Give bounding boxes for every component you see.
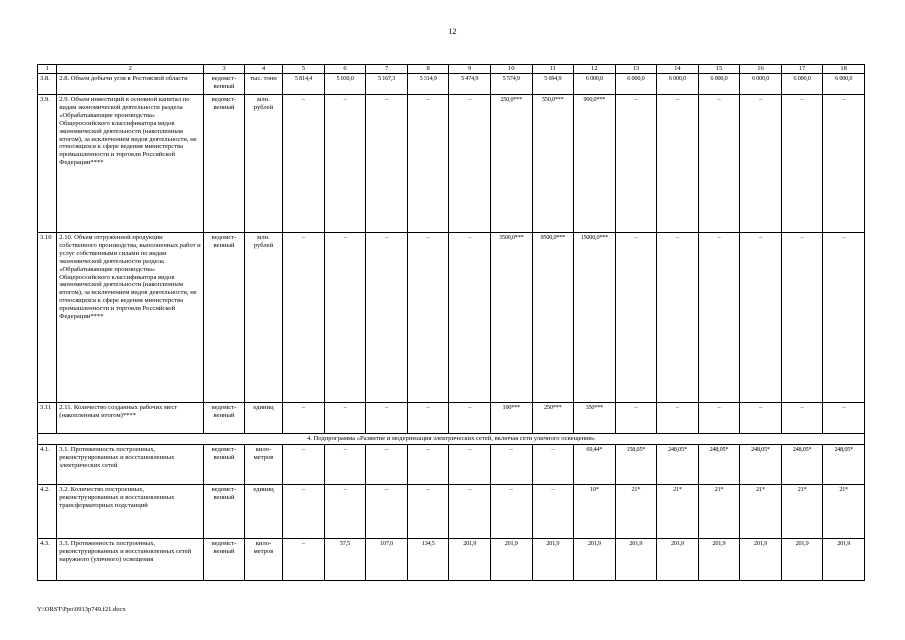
unit-of-measure: кило-метров: [244, 444, 283, 484]
data-source: ведомст-венный: [204, 95, 245, 233]
column-header-row: [38, 65, 865, 74]
value-cell: –: [366, 95, 408, 233]
row-number: 3.8.: [38, 74, 57, 95]
value-cell: 15000,0***: [574, 233, 616, 403]
value-cell: 6 000,0: [657, 74, 699, 95]
column-header: 18: [823, 65, 865, 74]
value-cell: –: [490, 484, 532, 538]
value-cell: 6 000,0: [698, 74, 740, 95]
value-cell: 201,9: [740, 538, 782, 580]
value-cell: –: [449, 403, 491, 434]
table-row: [38, 95, 865, 233]
value-cell: –: [698, 95, 740, 233]
value-cell: 21*: [740, 484, 782, 538]
table-row: [38, 484, 865, 538]
indicators-table: [37, 64, 865, 581]
row-number: 3.9.: [38, 95, 57, 233]
table-row: [38, 444, 865, 484]
value-cell: 21*: [698, 484, 740, 538]
value-cell: 6 000,0: [615, 74, 657, 95]
value-cell: 201,9: [615, 538, 657, 580]
value-cell: –: [615, 233, 657, 403]
row-number: 4.2.: [38, 484, 57, 538]
row-number: 4.1.: [38, 444, 57, 484]
value-cell: 350***: [574, 403, 616, 434]
value-cell: –: [823, 403, 865, 434]
value-cell: –: [615, 403, 657, 434]
value-cell: 10*: [574, 484, 616, 538]
value-cell: 5 814,4: [283, 74, 325, 95]
value-cell: –: [490, 444, 532, 484]
column-header: 16: [740, 65, 782, 74]
value-cell: –: [449, 484, 491, 538]
column-header: 8: [407, 65, 449, 74]
value-cell: –: [324, 233, 366, 403]
value-cell: 5 474,9: [449, 74, 491, 95]
value-cell: –: [781, 403, 823, 434]
value-cell: –: [532, 444, 574, 484]
column-header: 14: [657, 65, 699, 74]
indicator-name: 2.10. Объем отгруженной продукции собственного производства, выполненных работ и услуг собственными силами по видам экономической деятельности раздела «Обрабатывающие производства» Общероссийского классификатора видов экономической деятельности (накопленным итогом), за исключением видов деятельности, не относящихся к сфере ведения министерства промышленности и торговли Российской Федерации****: [57, 233, 204, 403]
value-cell: 201,9: [698, 538, 740, 580]
value-cell: 201,9: [449, 538, 491, 580]
value-cell: 134,5: [407, 538, 449, 580]
value-cell: 250***: [532, 403, 574, 434]
column-header: 17: [781, 65, 823, 74]
value-cell: 5 574,9: [490, 74, 532, 95]
row-number: 4.3.: [38, 538, 57, 580]
column-header: 15: [698, 65, 740, 74]
value-cell: 6 000,0: [740, 74, 782, 95]
value-cell: 5 694,9: [532, 74, 574, 95]
value-cell: –: [449, 444, 491, 484]
value-cell: 201,9: [532, 538, 574, 580]
table-row: [38, 403, 865, 434]
value-cell: 6 000,0: [823, 74, 865, 95]
data-source: ведомст-венный: [204, 74, 245, 95]
value-cell: 250,0***: [490, 95, 532, 233]
table-row: [38, 74, 865, 95]
page-number: 12: [448, 27, 457, 36]
column-header: 12: [574, 65, 616, 74]
value-cell: 158,05*: [615, 444, 657, 484]
column-header: 4: [244, 65, 283, 74]
value-cell: –: [283, 403, 325, 434]
subprogram-title: 4. Подпрограмма «Развитие и модернизация электрических сетей, включая сети уличного освещения»: [38, 434, 865, 445]
value-cell: –: [324, 444, 366, 484]
indicator-name: 2.11. Количество созданных рабочих мест (накопленным итогом)****: [57, 403, 204, 434]
value-cell: 21*: [781, 484, 823, 538]
value-cell: –: [698, 233, 740, 403]
value-cell: –: [823, 95, 865, 233]
column-header: 7: [366, 65, 408, 74]
column-header: 1: [38, 65, 57, 74]
value-cell: –: [407, 233, 449, 403]
row-number: 3.11: [38, 403, 57, 434]
value-cell: –: [366, 403, 408, 434]
data-source: ведомст-венный: [204, 403, 245, 434]
value-cell: –: [324, 403, 366, 434]
value-cell: 248,05*: [823, 444, 865, 484]
value-cell: –: [698, 403, 740, 434]
column-header: 10: [490, 65, 532, 74]
value-cell: 201,9: [490, 538, 532, 580]
value-cell: 5 167,3: [366, 74, 408, 95]
value-cell: –: [283, 538, 325, 580]
value-cell: –: [740, 95, 782, 233]
unit-of-measure: млн. рублей: [244, 233, 283, 403]
value-cell: –: [324, 484, 366, 538]
value-cell: –: [657, 403, 699, 434]
data-source: ведомст-венный: [204, 484, 245, 538]
value-cell: 550,0***: [532, 95, 574, 233]
unit-of-measure: кило-метров: [244, 538, 283, 580]
value-cell: 201,9: [574, 538, 616, 580]
value-cell: –: [657, 95, 699, 233]
row-number: 3.10: [38, 233, 57, 403]
unit-of-measure: единиц: [244, 403, 283, 434]
value-cell: 248,05*: [740, 444, 782, 484]
value-cell: –: [366, 233, 408, 403]
value-cell: –: [283, 233, 325, 403]
value-cell: 248,05*: [781, 444, 823, 484]
value-cell: 5 030,0: [324, 74, 366, 95]
value-cell: 900,0***: [574, 95, 616, 233]
value-cell: 201,9: [823, 538, 865, 580]
value-cell: –: [407, 444, 449, 484]
value-cell: 248,05*: [657, 444, 699, 484]
column-header: 5: [283, 65, 325, 74]
value-cell: –: [366, 444, 408, 484]
indicator-name: 3.2. Количество построенных, реконструированных и восстановленных трансформаторных подстанций: [57, 484, 204, 538]
value-cell: –: [407, 484, 449, 538]
indicator-name: 2.8. Объем добычи угля в Ростовской области: [57, 74, 204, 95]
value-cell: –: [324, 95, 366, 233]
value-cell: –: [532, 484, 574, 538]
indicator-name: 3.1. Протяженность построенных, реконструированных и восстановленных электрических сетей: [57, 444, 204, 484]
data-source: ведомст-венный: [204, 233, 245, 403]
value-cell: –: [449, 233, 491, 403]
value-cell: –: [366, 484, 408, 538]
value-cell: 57,5: [324, 538, 366, 580]
value-cell: –: [449, 95, 491, 233]
file-path-footer: Y:\ORST\Ppo\0913p749.f21.docx: [37, 606, 126, 613]
value-cell: –: [407, 403, 449, 434]
value-cell: 201,9: [657, 538, 699, 580]
unit-of-measure: единиц: [244, 484, 283, 538]
value-cell: –: [740, 233, 782, 403]
value-cell: –: [283, 444, 325, 484]
value-cell: 248,05*: [698, 444, 740, 484]
indicator-name: 2.9. Объем инвестиций в основной капитал по видам экономической деятельности раздела «Обрабатывающие производства» Общероссийского классификатора видов экономической деятельности (накопленным итогом), за исключением видов деятельности, не относящихся к сфере ведения министерства промышленности и торговли Российской Федерации****: [57, 95, 204, 233]
value-cell: –: [283, 95, 325, 233]
column-header: 11: [532, 65, 574, 74]
column-header: 13: [615, 65, 657, 74]
value-cell: 21*: [615, 484, 657, 538]
column-header: 2: [57, 65, 204, 74]
value-cell: –: [781, 95, 823, 233]
column-header: 6: [324, 65, 366, 74]
subprogram-title-row: [38, 434, 865, 445]
table-row: [38, 233, 865, 403]
value-cell: –: [781, 233, 823, 403]
value-cell: 3500,0***: [490, 233, 532, 403]
value-cell: 9500,0***: [532, 233, 574, 403]
column-header: 9: [449, 65, 491, 74]
value-cell: 21*: [823, 484, 865, 538]
value-cell: –: [407, 95, 449, 233]
value-cell: –: [657, 233, 699, 403]
data-source: ведомст-венный: [204, 538, 245, 580]
value-cell: 21*: [657, 484, 699, 538]
value-cell: –: [823, 233, 865, 403]
value-cell: –: [283, 484, 325, 538]
data-source: ведомст-венный: [204, 444, 245, 484]
unit-of-measure: млн. рублей: [244, 95, 283, 233]
value-cell: –: [615, 95, 657, 233]
table-row: [38, 538, 865, 580]
value-cell: 6 000,0: [574, 74, 616, 95]
value-cell: 6 000,0: [781, 74, 823, 95]
value-cell: 201,9: [781, 538, 823, 580]
value-cell: –: [740, 403, 782, 434]
value-cell: 5 314,9: [407, 74, 449, 95]
value-cell: 107,0: [366, 538, 408, 580]
value-cell: 100***: [490, 403, 532, 434]
column-header: 3: [204, 65, 245, 74]
indicator-name: 3.3. Протяженность построенных, реконструированных и восстановленных сетей наружного (уличного) освещения: [57, 538, 204, 580]
value-cell: 69,44*: [574, 444, 616, 484]
unit-of-measure: тыс. тонн: [244, 74, 283, 95]
